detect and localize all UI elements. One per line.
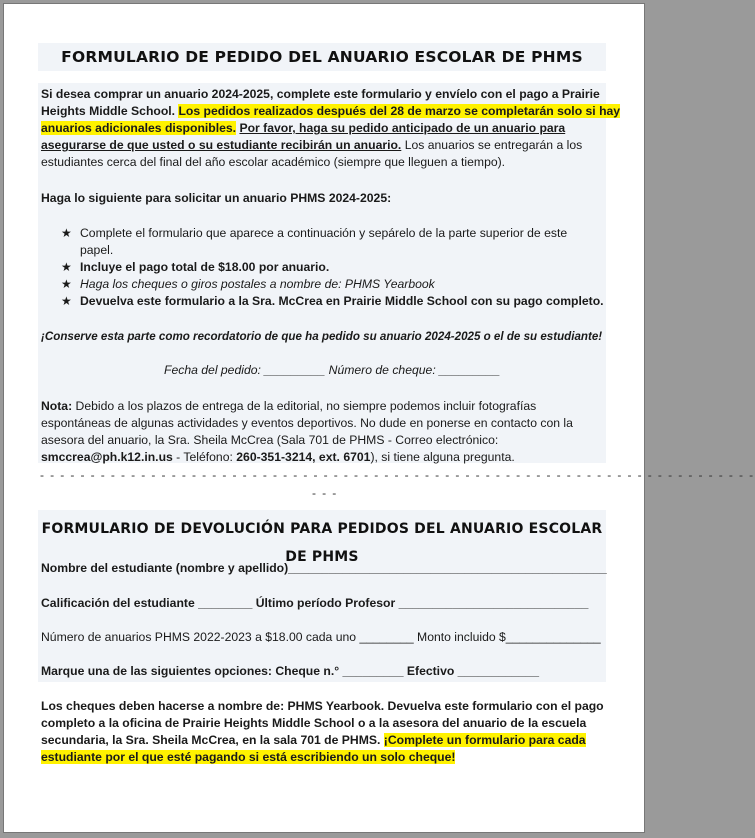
step-1: Complete el formulario que aparece a continuación y sepárelo de la parte superior de este (80, 226, 568, 240)
reminder-text: ¡Conserve esta parte como recordatorio de que ha pedido su anuario 2024-2025 o el de su estudiante! (41, 330, 603, 343)
note-line-1: Nota: Debido a los plazos de entrega de la editorial, no siempre podemos incluir fotografías (41, 399, 537, 413)
advisor-email: smccrea@ph.k12.in.us (41, 450, 173, 464)
student-name-field[interactable]: Nombre del estudiante (nombre y apellido)_______________________________________________ (41, 561, 607, 575)
closing-line-3: secundaria, la Sra. Sheila McCrea, en la sala 701 de PHMS. ¡Complete un formulario para cada (41, 733, 586, 747)
step-1-cont: papel. (80, 243, 114, 257)
step-3: Haga los cheques o giros postales a nombre de: PHMS Yearbook (80, 277, 435, 291)
grade-teacher-field[interactable]: Calificación del estudiante ________ Último período Profesor ____________________________ (41, 596, 589, 610)
return-form-title: FORMULARIO DE DEVOLUCIÓN PARA PEDIDOS DEL ANUARIO ESCOLAR DE PHMS (41, 521, 603, 565)
star-icon: ★ (61, 294, 72, 308)
payment-option-field[interactable]: Marque una de las siguientes opciones: Cheque n.° _________ Efectivo ____________ (41, 664, 540, 678)
closing-line-1: Los cheques deben hacerse a nombre de: PHMS Yearbook. Devuelva este formulario con el pago (41, 699, 604, 713)
yearbook-count-field[interactable]: Número de anuarios PHMS 2022-2023 a $18.00 cada uno ________ Monto incluido $______________ (41, 630, 601, 644)
note-line-3: asesora del anuario, la Sra. Sheila McCrea (Sala 701 de PHMS - Correo electrónico: (41, 433, 499, 447)
star-icon: ★ (61, 260, 72, 274)
intro-line-4: asegurarse de que usted o su estudiante recibirán un anuario. Los anuarios se entregarán a los (41, 138, 583, 152)
cut-line: - - - - - - - - - - - - - - - - - - - - - - - - - - - - - - - - - - - - - - - - - - - - - - - - - - - - - - - - - - - - - - - - - - - - - - - (40, 468, 755, 482)
star-icon: ★ (61, 226, 72, 240)
intro-line-1: Si desea comprar un anuario 2024-2025, complete este formulario y envíelo con el pago a Prairie (41, 87, 600, 101)
closing-line-2: completo a la oficina de Prairie Heights Middle School o a la asesora del anuario de la escuela (41, 716, 587, 730)
step-2: Incluye el pago total de $18.00 por anuario. (80, 260, 330, 274)
closing-line-4: estudiante por el que esté pagando si está escribiendo un solo cheque! (41, 750, 456, 764)
order-form-title: FORMULARIO DE PEDIDO DEL ANUARIO ESCOLAR DE PHMS (38, 43, 606, 71)
deadline-highlight: Los pedidos realizados después del 28 de marzo se completarán solo si hay (178, 104, 621, 118)
intro-line-3: anuarios adicionales disponibles. Por favor, haga su pedido anticipado de un anuario para (41, 121, 566, 135)
intro-line-5: estudiantes cerca del final del año escolar académico (siempre que lleguen a tiempo). (41, 155, 506, 169)
order-date-check-line: Fecha del pedido: _________ Número de cheque: _________ (164, 363, 501, 377)
star-icon: ★ (61, 277, 72, 291)
cut-line-end: - - - (312, 486, 338, 500)
advisor-phone: 260-351-3214, ext. 6701 (236, 450, 371, 464)
intro-line-2: Heights Middle School. Los pedidos realizados después del 28 de marzo se completarán solo si hay (41, 104, 621, 118)
note-line-4: smccrea@ph.k12.in.us - Teléfono: 260-351-3214, ext. 6701), si tiene alguna pregunta. (41, 450, 515, 464)
step-4: Devuelva este formulario a la Sra. McCrea en Prairie Middle School con su pago completo. (80, 294, 604, 308)
steps-heading: Haga lo siguiente para solicitar un anuario PHMS 2024-2025: (41, 191, 392, 205)
note-line-2: espontáneas de algunas actividades y eventos deportivos. No dude en ponerse en contacto con la (41, 416, 573, 430)
